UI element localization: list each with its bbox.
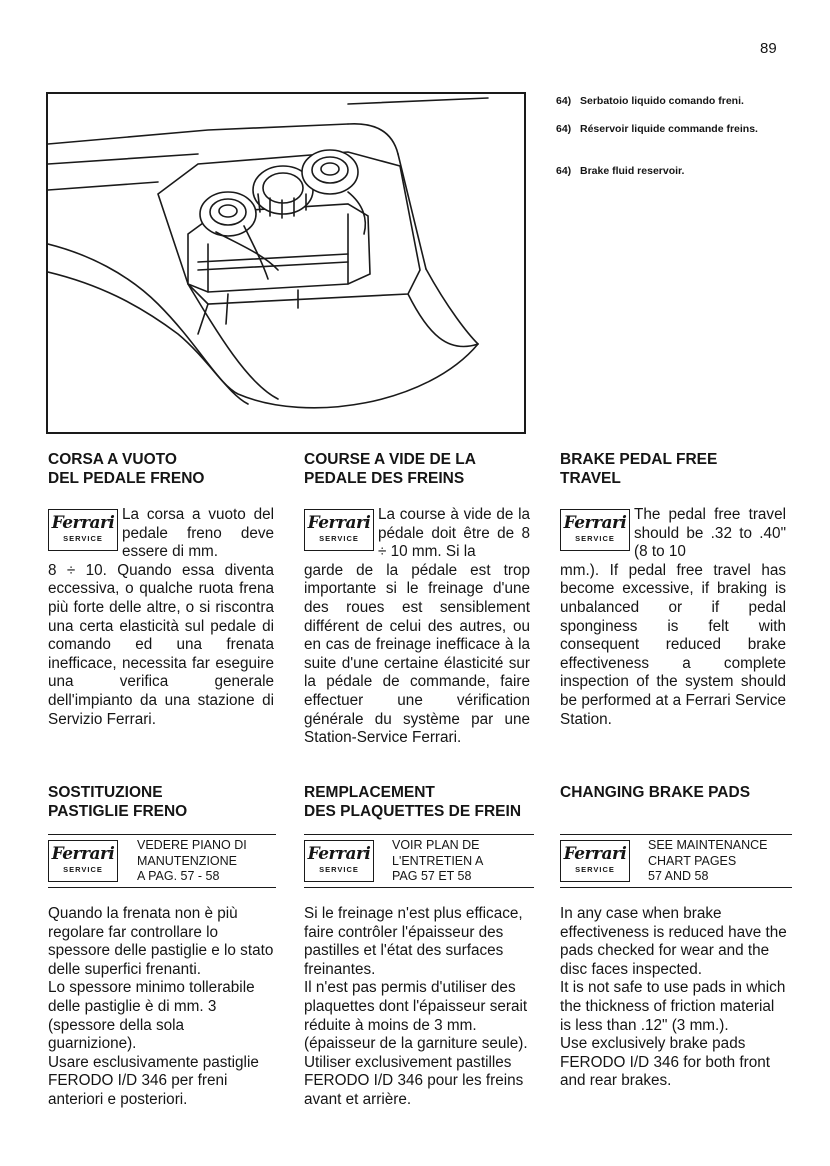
- bottom-rule: [560, 887, 792, 888]
- body-paragraph: Use exclusively brake pads FERODO I/D 346 for both front and rear brakes.: [560, 1035, 770, 1090]
- ferrari-logo: Ferrari: [51, 844, 115, 864]
- lead-text: La course à vide de la pédale doit être de 8 ÷ 10 mm. Si la: [378, 506, 530, 561]
- heading-free-travel-en: BRAKE PEDAL FREE TRAVEL: [560, 451, 718, 487]
- reservoir-drawing: [48, 94, 524, 432]
- body-paragraph: Usare esclusivamente pastiglie FERODO I/D 346 per freni anteriori e posteriori.: [48, 1053, 259, 1108]
- body-paragraph: Si le freinage n'est plus efficace, faire contrôler l'épaisseur des pastilles et l'état des surfaces freinantes.: [304, 905, 523, 978]
- ferrari-logo: Ferrari: [307, 513, 371, 533]
- body-paragraph: mm.). If pedal free travel has become excessive, if braking is unbalanced or if pedal sponginess is felt with consequent reduced brake effectiveness a complete inspection of the system should be performed at a Ferrari Service Station.: [560, 561, 786, 728]
- maintenance-reference-en: SEE MAINTENANCE CHART PAGES 57 AND 58: [648, 838, 768, 883]
- body-paragraph: Lo spessore minimo tollerabile delle pastiglie è di mm. 3 (spessore della sola guarnizione).: [48, 979, 255, 1053]
- caption-number: 64): [556, 123, 572, 135]
- body-paragraph: It is not safe to use pads in which the thickness of friction material is less than .12" (3 mm.).: [560, 979, 786, 1034]
- maintenance-reference-it: VEDERE PIANO DI MANUTENZIONE A PAG. 57 - 58: [137, 838, 247, 883]
- service-label: SERVICE: [319, 865, 359, 874]
- heading-free-travel-fr: COURSE A VIDE DE LA PEDALE DES FREINS: [304, 451, 476, 487]
- ferrari-service-badge: [560, 840, 630, 882]
- free-travel-en-text: [560, 506, 786, 729]
- brake-pads-en-text: [560, 905, 788, 1091]
- figure-caption-english: [556, 164, 806, 178]
- lead-text: La corsa a vuoto del pedale freno deve essere di mm.: [122, 506, 274, 561]
- brake-pads-fr-text: [304, 905, 532, 1110]
- page-number: 89: [760, 40, 777, 57]
- ferrari-logo: Ferrari: [563, 513, 627, 533]
- bottom-rule: [48, 887, 276, 888]
- body-paragraph: Utiliser exclusivement pastilles FERODO I/D 346 pour les freins avant et arrière.: [304, 1053, 524, 1108]
- body-paragraph: 8 ÷ 10. Quando essa diventa eccessiva, o qualche ruota frena più forte delle altre, o si riscontra una certa elasticità sul pedale di comando ed una frenata inefficace, necessita far eseguire una verifica generale dell'impianto da una stazione di Servizio Ferrari.: [48, 561, 274, 728]
- body-paragraph: In any case when brake effectiveness is reduced have the pads checked for wear and the disc faces inspected.: [560, 905, 787, 978]
- ferrari-service-badge: [304, 840, 374, 882]
- top-rule: [560, 834, 792, 835]
- free-travel-it-text: [48, 506, 274, 729]
- service-label: SERVICE: [63, 865, 103, 874]
- caption-text: Réservoir liquide commande freins.: [580, 123, 758, 135]
- heading-brake-pads-it: SOSTITUZIONE PASTIGLIE FRENO: [48, 784, 188, 820]
- service-label: SERVICE: [63, 534, 103, 543]
- body-paragraph: garde de la pédale est trop importante si le freinage d'une des roues est sensiblement différent de celui des autres, ou en cas de freinage inefficace à la suite d'une certaine élasticité sur la pédale de commande, faire effectuer une vérification générale du système par une Station-Service Ferrari.: [304, 561, 530, 747]
- maintenance-reference-fr: VOIR PLAN DE L'ENTRETIEN A PAG 57 ET 58: [392, 838, 484, 883]
- caption-text: Brake fluid reservoir.: [580, 165, 685, 177]
- body-paragraph: Quando la frenata non è più regolare far controllare lo spessore delle pastiglie e lo stato delle superfici frenanti.: [48, 905, 274, 978]
- service-label: SERVICE: [575, 534, 615, 543]
- top-rule: [48, 834, 276, 835]
- top-rule: [304, 834, 534, 835]
- heading-free-travel-it: CORSA A VUOTO DEL PEDALE FRENO: [48, 451, 205, 487]
- lead-text: The pedal free travel should be .32 to .40" (8 to 10: [634, 506, 786, 561]
- brake-pads-it-text: [48, 905, 276, 1110]
- ferrari-logo: Ferrari: [563, 844, 627, 864]
- brake-reservoir-illustration: [46, 92, 526, 434]
- bottom-rule: [304, 887, 534, 888]
- free-travel-fr-text: [304, 506, 530, 748]
- caption-number: 64): [556, 95, 572, 107]
- ferrari-service-badge: [48, 840, 118, 882]
- figure-caption-italian: [556, 94, 806, 108]
- ferrari-logo: Ferrari: [51, 513, 115, 533]
- service-label: SERVICE: [319, 534, 359, 543]
- caption-number: 64): [556, 165, 572, 177]
- heading-brake-pads-fr: REMPLACEMENT DES PLAQUETTES DE FREIN: [304, 784, 522, 820]
- heading-brake-pads-en: CHANGING BRAKE PADS: [560, 784, 751, 801]
- figure-caption-french: [556, 122, 806, 136]
- caption-text: Serbatoio liquido comando freni.: [580, 95, 744, 107]
- ferrari-logo: Ferrari: [307, 844, 371, 864]
- body-paragraph: Il n'est pas permis d'utiliser des plaquettes dont l'épaisseur serait réduite à moins de 3 mm. (épaisseur de la garniture seule).: [304, 979, 528, 1053]
- service-label: SERVICE: [575, 865, 615, 874]
